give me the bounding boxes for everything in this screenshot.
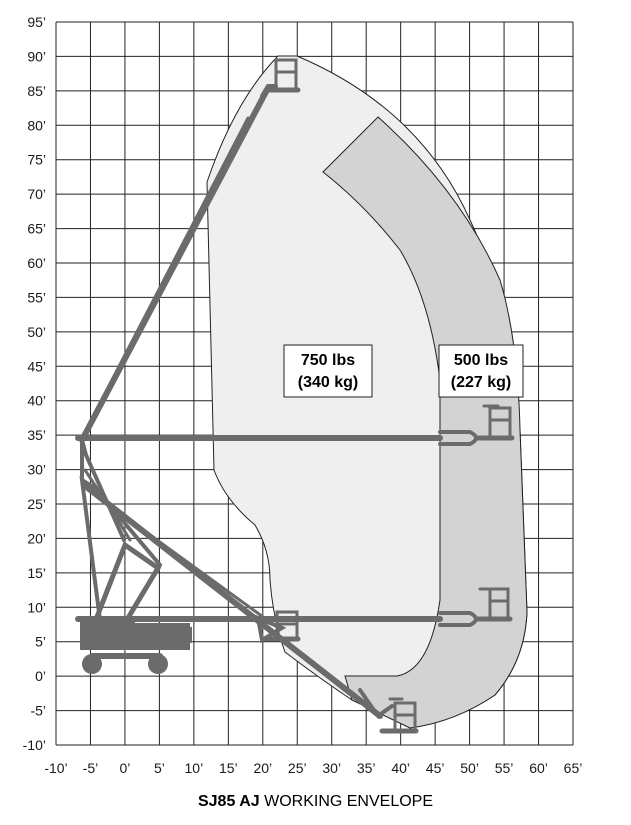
y-tick-label: 45’ [27, 358, 46, 375]
y-tick-label: 15’ [27, 564, 46, 581]
y-tick-label: 35’ [27, 427, 46, 444]
caption-model: SJ85 AJ [197, 793, 260, 810]
capacity-500-weight: 500 lbs [453, 352, 509, 369]
y-tick-label: 50’ [27, 323, 46, 340]
y-tick-label: -10’ [22, 737, 46, 753]
capacity-label-750 [284, 345, 372, 397]
caption-title: WORKING ENVELOPE [264, 793, 434, 810]
x-tick-label: 55’ [494, 760, 514, 776]
y-tick-label: 20’ [27, 530, 46, 547]
x-axis-labels [44, 760, 582, 776]
y-tick-label: 70’ [27, 186, 46, 203]
y-tick-label: 65’ [27, 220, 46, 237]
y-tick-label: 40’ [27, 392, 46, 409]
y-tick-label: 5’ [35, 633, 46, 650]
y-tick-label: 10’ [27, 599, 46, 616]
x-tick-label: 40’ [391, 760, 411, 776]
x-tick-label: 65’ [563, 760, 583, 776]
x-tick-label: 20’ [253, 760, 273, 776]
y-tick-label: 90’ [27, 48, 46, 65]
x-tick-label: 0’ [119, 760, 131, 776]
y-tick-label: 60’ [27, 255, 46, 271]
capacity-750-metric: (340 kg) [297, 374, 359, 391]
x-tick-label: 50’ [460, 760, 479, 776]
capacity-500-metric: (227 kg) [450, 374, 512, 391]
y-tick-label: 75’ [27, 151, 46, 168]
y-tick-label: 80’ [27, 117, 46, 134]
y-tick-label: 95’ [27, 14, 46, 30]
diagram-caption [0, 793, 631, 811]
capacity-750-weight: 750 lbs [300, 352, 356, 369]
y-tick-label: 0’ [35, 668, 46, 685]
x-tick-label: -10’ [44, 760, 68, 776]
capacity-label-500 [439, 345, 523, 397]
x-tick-label: 35’ [356, 760, 376, 776]
y-tick-label: 30’ [27, 461, 46, 478]
y-axis-labels [23, 14, 46, 753]
x-tick-label: 15’ [218, 760, 238, 776]
x-tick-label: 5’ [153, 760, 165, 776]
x-tick-label: 30’ [322, 760, 342, 776]
x-tick-label: -5’ [82, 760, 99, 776]
riser-linkage [95, 545, 158, 622]
y-tick-label: 55’ [27, 289, 46, 306]
y-tick-label: 85’ [27, 82, 46, 99]
y-tick-label: -5’ [30, 702, 46, 719]
y-tick-label: 25’ [27, 496, 46, 512]
counterweight [150, 627, 192, 643]
x-tick-label: 45’ [425, 760, 445, 776]
x-tick-label: 25’ [287, 760, 307, 776]
x-tick-label: 10’ [184, 760, 204, 776]
x-tick-label: 60’ [529, 760, 548, 776]
